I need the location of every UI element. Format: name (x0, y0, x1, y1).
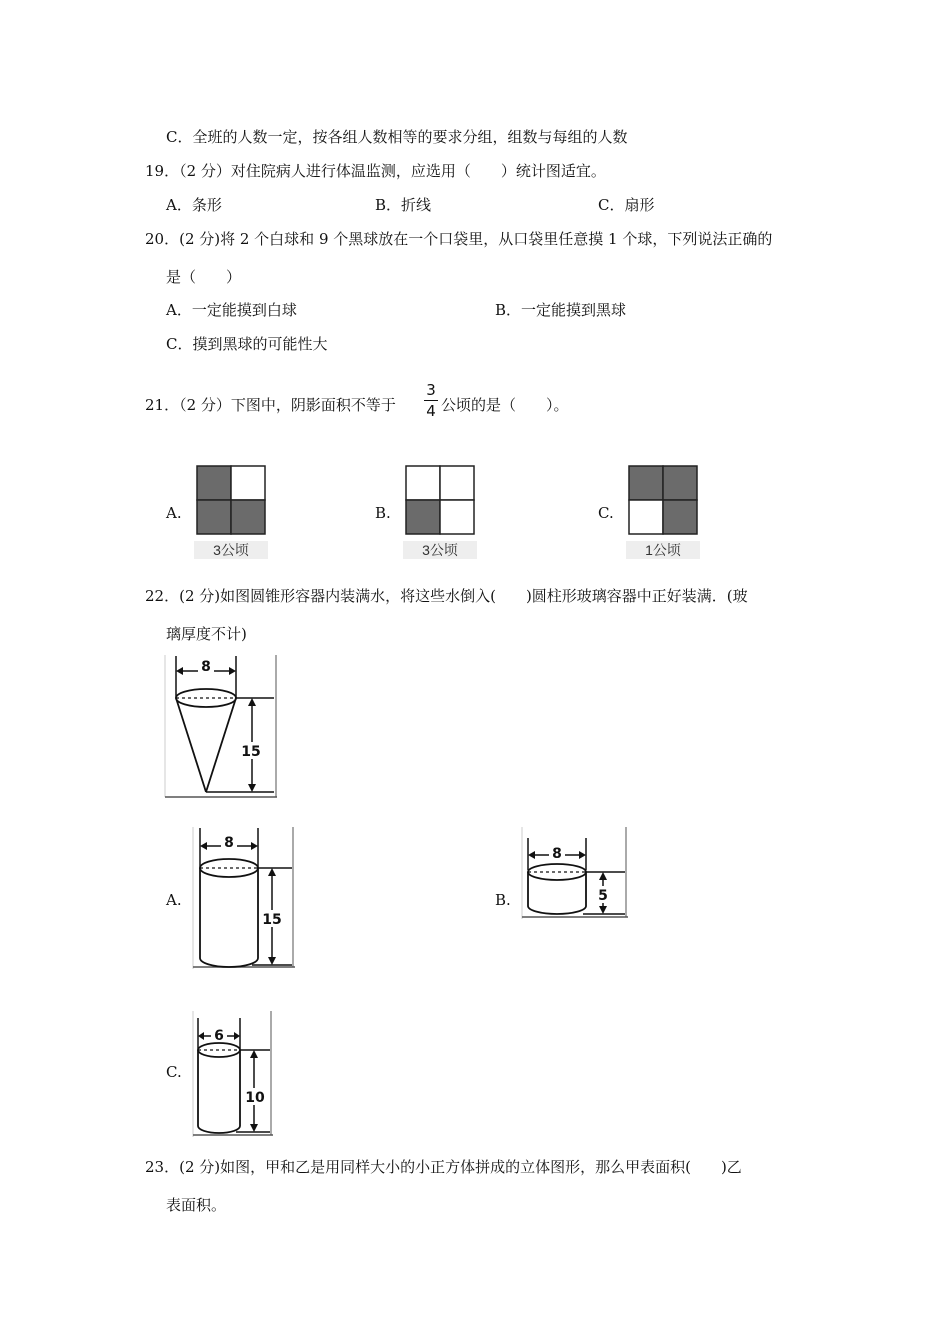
q22-cone-diameter-label: 8 (201, 659, 211, 675)
q22-cone-figure (164, 654, 278, 798)
q23-stem-line1: 23．(2 分)如图，甲和乙是用同样大小的小正方体拼成的立体图形，那么甲表面积( )乙 (145, 1158, 742, 1176)
arrow-down-icon (599, 906, 607, 914)
q22-cylinder-c-figure (192, 1010, 274, 1138)
q22-cylinder-a-height-label: 15 (262, 912, 282, 928)
arrow-up-icon (599, 872, 607, 880)
arrow-left-icon (528, 851, 535, 859)
q22-cylinder-a-figure (192, 826, 296, 970)
q22-cylinder-b-height-label: 5 (598, 888, 608, 904)
q20-option-b: B．一定能摸到黑球 (495, 301, 627, 319)
arrow-down-icon (248, 784, 256, 792)
q22-stem-line1: 22．(2 分)如图圆锥形容器内装满水，将这些水倒入( )圆柱形玻璃容器中正好装满．(玻 (145, 587, 748, 605)
cylinder-bottom-arc (528, 906, 586, 914)
arrow-left-icon (176, 667, 183, 675)
q21-option-c-label: C. (598, 504, 614, 522)
q23-stem-line2: 表面积。 (166, 1196, 227, 1214)
q21-option-a-label: A. (166, 504, 182, 522)
cone-side (176, 698, 206, 792)
q20-stem-line1: 20．(2 分)将 2 个白球和 9 个黑球放在一个口袋里，从口袋里任意摸 1 个球，下列说法正确的 (145, 230, 773, 248)
q22-cylinder-b-figure (521, 826, 629, 920)
q22-stem-line2: 璃厚度不计) (166, 625, 247, 643)
grid-cell-shaded (663, 500, 697, 534)
q18-option-c: C．全班的人数一定，按各组人数相等的要求分组，组数与每组的人数 (166, 128, 628, 146)
q19-option-c: C．扇形 (598, 196, 655, 214)
q21-fraction (424, 381, 438, 420)
q22-option-b-label: B. (495, 891, 511, 909)
q22-cylinder-c-height-label: 10 (245, 1090, 265, 1106)
q21-option-b-label: B. (375, 504, 391, 522)
grid-cell-shaded (629, 466, 663, 500)
arrow-left-icon (200, 842, 207, 850)
q21-figure-c (626, 465, 700, 559)
arrow-up-icon (250, 1050, 258, 1058)
arrow-up-icon (268, 868, 276, 876)
q22-cylinder-b-diameter-label: 8 (552, 846, 562, 862)
fraction-bar (424, 400, 438, 401)
q21-fraction-denominator: 4 (426, 402, 436, 420)
grid-cell-shaded (197, 500, 231, 534)
arrow-left-icon (198, 1032, 204, 1040)
grid-cell-empty (231, 466, 265, 500)
q20-option-c: C．摸到黑球的可能性大 (166, 335, 328, 353)
q21-figure-c-caption: 1公顷 (645, 542, 681, 558)
arrow-right-icon (234, 1032, 240, 1040)
q19-option-a: A．条形 (166, 196, 222, 214)
q22-cone-height-label: 15 (241, 744, 261, 760)
q22-cylinder-a-diameter-label: 8 (224, 835, 234, 851)
q22-option-a-label: A. (166, 891, 182, 909)
grid-cell-shaded (197, 466, 231, 500)
arrow-up-icon (248, 698, 256, 706)
grid-cell-empty (440, 500, 474, 534)
q21-figure-a (194, 465, 268, 559)
q21-fraction-numerator: 3 (426, 381, 436, 399)
q21-stem-post: 公顷的是（ ）。 (441, 396, 569, 414)
q19-option-b: B．折线 (375, 196, 432, 214)
grid-cell-shaded (663, 466, 697, 500)
arrow-right-icon (251, 842, 258, 850)
q20-option-a: A．一定能摸到白球 (166, 301, 297, 319)
arrow-right-icon (579, 851, 586, 859)
arrow-down-icon (250, 1124, 258, 1132)
q21-figure-b (403, 465, 477, 559)
q21-figure-b-caption: 3公顷 (422, 542, 458, 558)
grid-cell-shaded (231, 500, 265, 534)
arrow-down-icon (268, 957, 276, 965)
q22-cylinder-c-diameter-label: 6 (214, 1028, 224, 1044)
grid-cell-shaded (406, 500, 440, 534)
q22-option-c-label: C. (166, 1063, 182, 1081)
cylinder-bottom-arc (200, 958, 258, 967)
cone-side (206, 698, 236, 792)
q20-stem-line2: 是（ ） (166, 268, 242, 286)
q21-stem-pre: 21．（2 分）下图中，阴影面积不等于 (145, 396, 396, 414)
grid-cell-empty (406, 466, 440, 500)
q19-stem: 19．（2 分）对住院病人进行体温监测，应选用（ ）统计图适宜。 (145, 162, 606, 180)
grid-cell-empty (629, 500, 663, 534)
q21-figure-a-caption: 3公顷 (213, 542, 249, 558)
cylinder-bottom-arc (198, 1126, 240, 1133)
grid-cell-empty (440, 466, 474, 500)
arrow-right-icon (229, 667, 236, 675)
